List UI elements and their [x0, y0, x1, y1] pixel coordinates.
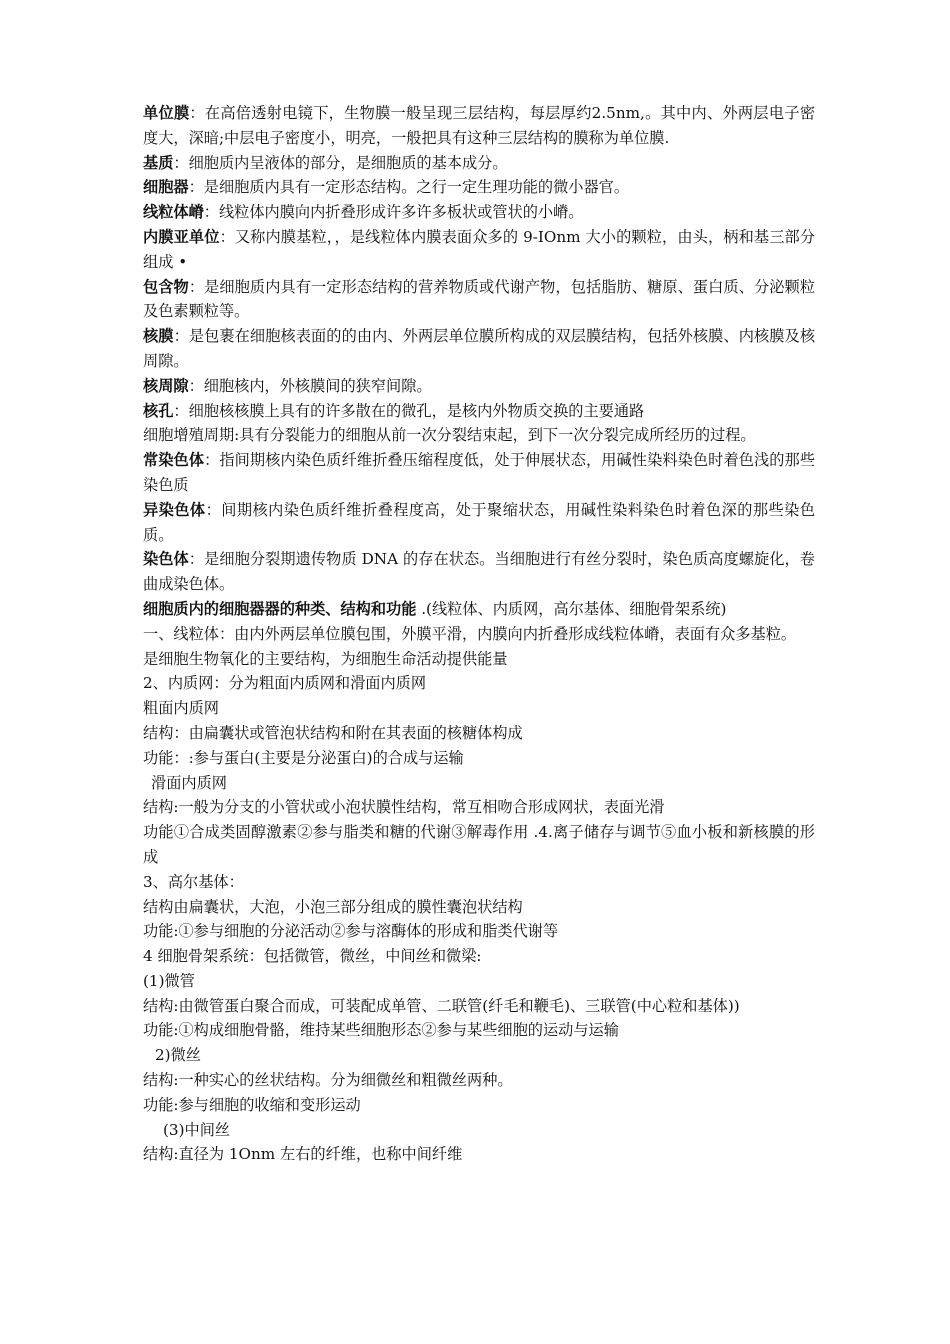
term-label: 线粒体嵴	[143, 203, 204, 222]
cell-cycle-definition: 细胞增殖周期:具有分裂能力的细胞从前一次分裂结束起，到下一次分裂完成所经历的过程。	[143, 426, 756, 445]
definition-text: ：间期核内染色质纤维折叠程度高，处于聚缩状态，用碱性染料染色时着色深的那些染色质。	[143, 500, 816, 544]
term-label: 细胞器	[143, 178, 189, 197]
definition-perinuclear-space	[143, 374, 815, 399]
term-label: 染色体	[143, 550, 189, 569]
microfilament-structure: 结构:一种实心的丝状结构。分为细微丝和粗微丝两种。	[143, 1071, 513, 1090]
mitochondria-function-line: 是细胞生物氧化的主要结构，为细胞生命活动提供能量	[143, 649, 508, 668]
term-label: 核孔	[143, 401, 174, 420]
golgi-function: 功能:①参与细胞的分泌活动②参与溶酶体的形成和脂类代谢等	[143, 922, 559, 941]
definition-cristae	[143, 200, 815, 225]
definition-inner-membrane-subunit	[143, 225, 815, 275]
golgi-heading: 3、高尔基体：	[143, 872, 244, 891]
smooth-er-heading: 滑面内质网	[151, 773, 227, 792]
mitochondria-line: 一、线粒体：由内外两层单位膜包围，外膜平滑，内膜向内折叠形成线粒体嵴，表面有众多基粒。	[143, 624, 797, 643]
definition-euchromatin	[143, 448, 815, 498]
definition-matrix	[143, 151, 815, 176]
smooth-er-function: 功能①合成类固醇激素②参与脂类和糖的代谢③解毒作用 .4.离子储存与调节⑤血小板和新核膜的形成	[143, 823, 815, 866]
definition-organelle	[143, 175, 815, 200]
definition-text: ：是细胞质内具有一定形态结构的营养物质或代谢产物，包括脂肪、糖原、蛋白质、分泌颗粒及色素颗粒等。	[143, 277, 816, 321]
term-label: 异染色体	[143, 500, 206, 519]
definition-text: ：在高倍透射电镜下，生物膜一般呈现三层结构，每层厚约2.5nm,。其中内、外两层电子密度大，深暗;中层电子密度小，明亮，一般把具有这种三层结构的膜称为单位膜.	[143, 104, 816, 147]
term-label: 核周隙	[143, 376, 189, 395]
term-label: 单位膜	[143, 104, 190, 122]
term-label: 基质	[143, 153, 174, 172]
intermediate-filament-structure: 结构:直径为 1Onm 左右的纤维，也称中间纤维	[143, 1145, 463, 1164]
definition-nuclear-pore	[143, 399, 815, 424]
definition-text: ：是细胞质内具有一定形态结构。之行一定生理功能的微小器官。	[188, 178, 629, 197]
microtubule-function: 功能:①构成细胞骨骼，维持某些细胞形态②参与某些细胞的运动与运输	[143, 1021, 619, 1040]
definition-text: ：指间期核内染色质纤维折叠压缩程度低，处于伸展状态，用碱性染料染色时着色浅的那些染色质	[143, 451, 816, 494]
smooth-er-structure: 结构:一般为分支的小管状或小泡状膜性结构，常互相吻合形成网状，表面光滑	[143, 798, 665, 817]
rough-er-heading: 粗面内质网	[143, 699, 219, 718]
microfilament-heading: 2)微丝	[155, 1046, 201, 1065]
document-body	[143, 101, 815, 1167]
microfilament-function: 功能:参与细胞的收缩和变形运动	[143, 1095, 361, 1114]
definition-text: ：细胞核内，外核膜间的狭窄间隙。	[188, 376, 432, 395]
definition-text: ：是细胞分裂期遗传物质 DNA 的存在状态。当细胞进行有丝分裂时，染色质高度螺旋化，卷曲成染色体。	[143, 550, 815, 594]
definition-nuclear-envelope	[143, 324, 815, 374]
definition-chromosome	[143, 547, 815, 597]
intermediate-filament-heading: (3)中间丝	[163, 1120, 231, 1139]
definition-text: ：线粒体内膜向内折叠形成许多许多板状或管状的小嵴。	[203, 203, 584, 222]
term-label: 包含物	[143, 277, 189, 296]
definition-text: ：又称内膜基粒，，是线粒体内膜表面众多的 9-IOnm 大小的颗粒，由头，柄和基三部分组成 •	[143, 227, 816, 271]
definition-inclusion	[143, 275, 815, 325]
definition-text: ：细胞核核膜上具有的许多散在的微孔，是核内外物质交换的主要通路	[173, 401, 645, 420]
section-heading-bold: 细胞质内的细胞器器的种类、结构和功能	[143, 599, 417, 618]
definition-unit-membrane	[143, 101, 815, 151]
term-label: 内膜亚单位	[143, 227, 220, 246]
microtubule-heading: (1)微管	[143, 971, 195, 990]
rough-er-function: 功能：:参与蛋白(主要是分泌蛋白)的合成与运输	[143, 748, 464, 767]
microtubule-structure: 结构:由微管蛋白聚合而成，可装配成单管、二联管(纤毛和鞭毛)、三联管(中心粒和基体))	[143, 996, 740, 1015]
definition-heterochromatin	[143, 498, 815, 548]
term-label: 核膜	[143, 327, 174, 346]
section-heading	[143, 597, 815, 622]
cytoskeleton-heading: 4 细胞骨架系统：包括微管，微丝，中间丝和微梁:	[143, 947, 482, 966]
rough-er-structure: 结构：由扁囊状或管泡状结构和附在其表面的核糖体构成	[143, 723, 523, 742]
term-label: 常染色体	[143, 451, 205, 470]
golgi-structure: 结构由扁囊状，大泡，小泡三部分组成的膜性囊泡状结构	[143, 897, 523, 916]
definition-text: ：是包裹在细胞核表面的的由内、外两层单位膜所构成的双层膜结构，包括外核膜、内核膜及核周隙。	[143, 327, 816, 370]
section-heading-rest: .(线粒体、内质网，高尔基体、细胞骨架系统)	[416, 599, 727, 618]
er-heading: 2、内质网：分为粗面内质网和滑面内质网	[143, 674, 427, 693]
definition-text: ：细胞质内呈液体的部分，是细胞质的基本成分。	[173, 153, 508, 172]
